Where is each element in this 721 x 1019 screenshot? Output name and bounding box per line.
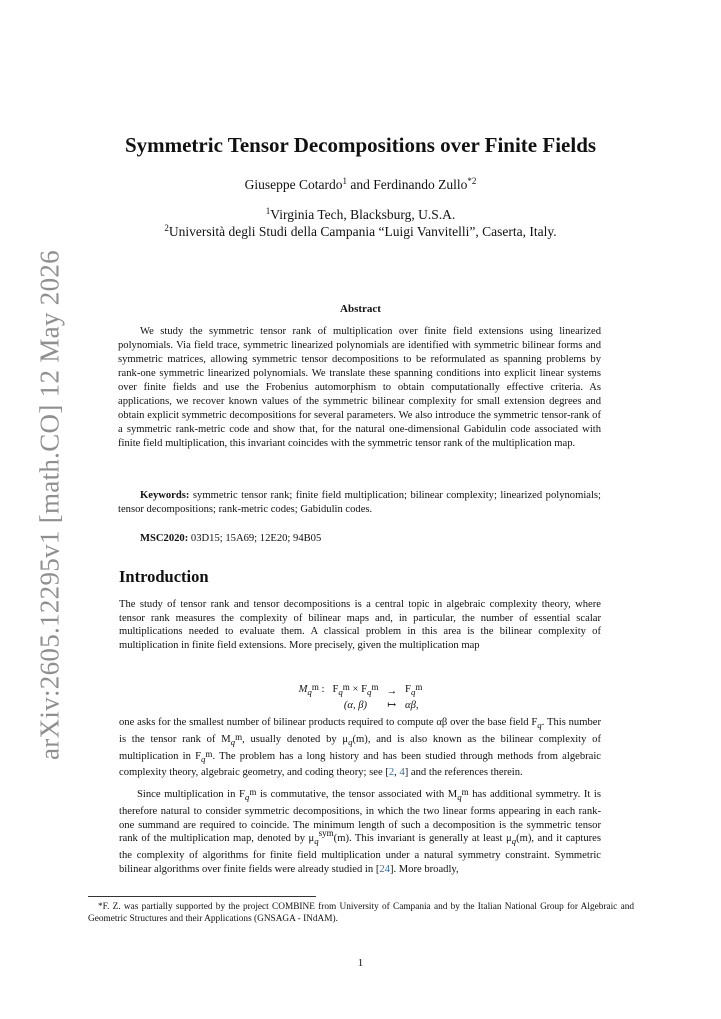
footnote-divider <box>88 896 316 897</box>
affiliation-mark: 1 <box>265 206 271 216</box>
affiliation-2 <box>0 224 721 240</box>
citation-link[interactable]: 24 <box>379 863 390 875</box>
field-symbol: F <box>332 684 339 695</box>
affiliation-mark: 2 <box>164 223 169 233</box>
affiliation-1 <box>0 207 721 223</box>
author-connector: and <box>346 177 374 192</box>
affiliation-text: Virginia Tech, Blacksburg, U.S.A. <box>270 207 456 222</box>
msc-label: MSC2020: <box>140 533 189 544</box>
multiplication-map-display <box>0 683 721 712</box>
affiliation-mark: *2 <box>467 176 477 186</box>
msc-codes: 03D15; 15A69; 12E20; 94B05 <box>188 533 322 544</box>
intro-paragraph-3: Since multiplication in $F_{q^m}$ is commutative, the tensor associated with $M_{q^m}$ has additional symmetry. It is therefore natural to consider symmetric decompositions, in which the two linear forms appearing in each rank-one summand are required to coincide. The minimum length of such a decomposition is the symmetric tensor rank of the multiplication map, denoted by $\mu_q^{sym}(m)$. This invariant is generally at least $\mu_q(m)$, and it captures the complexity of algorithms for finite field multiplication under a natural symmetry constraint. Symmetric bilinear algorithms over finite fields were already studied in [24]. More broadly, <box>119 787 601 875</box>
citation-link[interactable]: 4 <box>399 767 405 779</box>
abstract-heading: Abstract <box>340 303 381 315</box>
mapsto-symbol: ↦ <box>387 700 397 712</box>
abstract-text: We study the symmetric tensor rank of multiplication over finite field extensions using linearized polynomials. Via field trace, symmetric linearized polynomials are identified with symmetric bilinear forms and symmetric matrices, allowing symmetric tensor decompositions to be reformulated as spanning problems by rank-one symmetric linearized polynomials. We translate these spanning conditions into explicit linear systems over finite fields and use the Frobenius automorphism to obtain computationally effective criteria. As applications, we recover known values of the symmetric bilinear complexity for small extension degrees and obtain explicit symmetric decompositions for several parameters. We also introduce the symmetric tensor-rank of a symmetric rank-metric code and show that, for the natural one-dimensional Gabidulin code associated with finite field multiplication, this invariant coincides with the symmetric tensor rank of the multiplication map. <box>118 326 601 449</box>
keywords <box>118 489 601 517</box>
intro-paragraph-2: one asks for the smallest number of bilinear products required to compute αβ over the base field $F_q$. This number is the tensor rank of $M_{q^m}$, usually denoted by $\mu_q(m)$, and is also known as the bilinear complexity of multiplication in $F_{q^m}$. The problem has a long history and has been studied through methods from algebraic complexity theory, algebraic geometry, and coding theory; see [2, 4] and the references therein. <box>119 717 602 779</box>
paper-title: Symmetric Tensor Decompositions over Finite Fields <box>124 133 597 157</box>
display-equation: $M_{q^m}$ : $F_{q^m} \times F_{q^m}$ → $F_{q^m}$ (α, β) ↦ αβ, <box>298 682 423 712</box>
msc-classification <box>118 532 601 546</box>
keywords-text: symmetric tensor rank; finite field multiplication; bilinear complexity; linearized polynomials; tensor decompositions; rank-metric codes; Gabidulin codes. <box>118 490 601 515</box>
footnote: *F. Z. was partially supported by the project COMBINE from University of Campania and by the Italian National Group for Algebraic and Geometric Structures and their Applications (GNSAGA - INdAM). <box>88 902 634 924</box>
author-name: Ferdinando Zullo <box>373 177 468 192</box>
map-symbol: M <box>298 684 308 695</box>
citation-link[interactable]: 2 <box>388 767 395 779</box>
keywords-label: Keywords: <box>140 490 190 501</box>
arxiv-identifier: arXiv:2605.12295v1 [math.CO] 12 May 2026 <box>34 250 65 760</box>
affiliation-text: Università degli Studi della Campania “Luigi Vanvitelli”, Caserta, Italy. <box>168 224 557 239</box>
map-input: (α, β) <box>343 700 368 712</box>
map-output: αβ, <box>405 700 419 712</box>
page-number: 1 <box>357 957 364 969</box>
affiliation-mark: 1 <box>342 176 347 186</box>
author-line <box>0 177 721 193</box>
section-heading-introduction: Introduction <box>119 567 209 586</box>
intro-paragraph-1: The study of tensor rank and tensor decompositions is a central topic in algebraic complexity theory, where tensor rank measures the complexity of bilinear maps and, in particular, the number of essential scalar multiplications needed to evaluate them. A classical problem in this area is the bilinear complexity of multiplication in finite field extensions. More precisely, given the multiplication map <box>119 599 601 652</box>
author-name: Giuseppe Cotardo <box>244 177 343 192</box>
arrow-symbol: → <box>386 685 398 697</box>
